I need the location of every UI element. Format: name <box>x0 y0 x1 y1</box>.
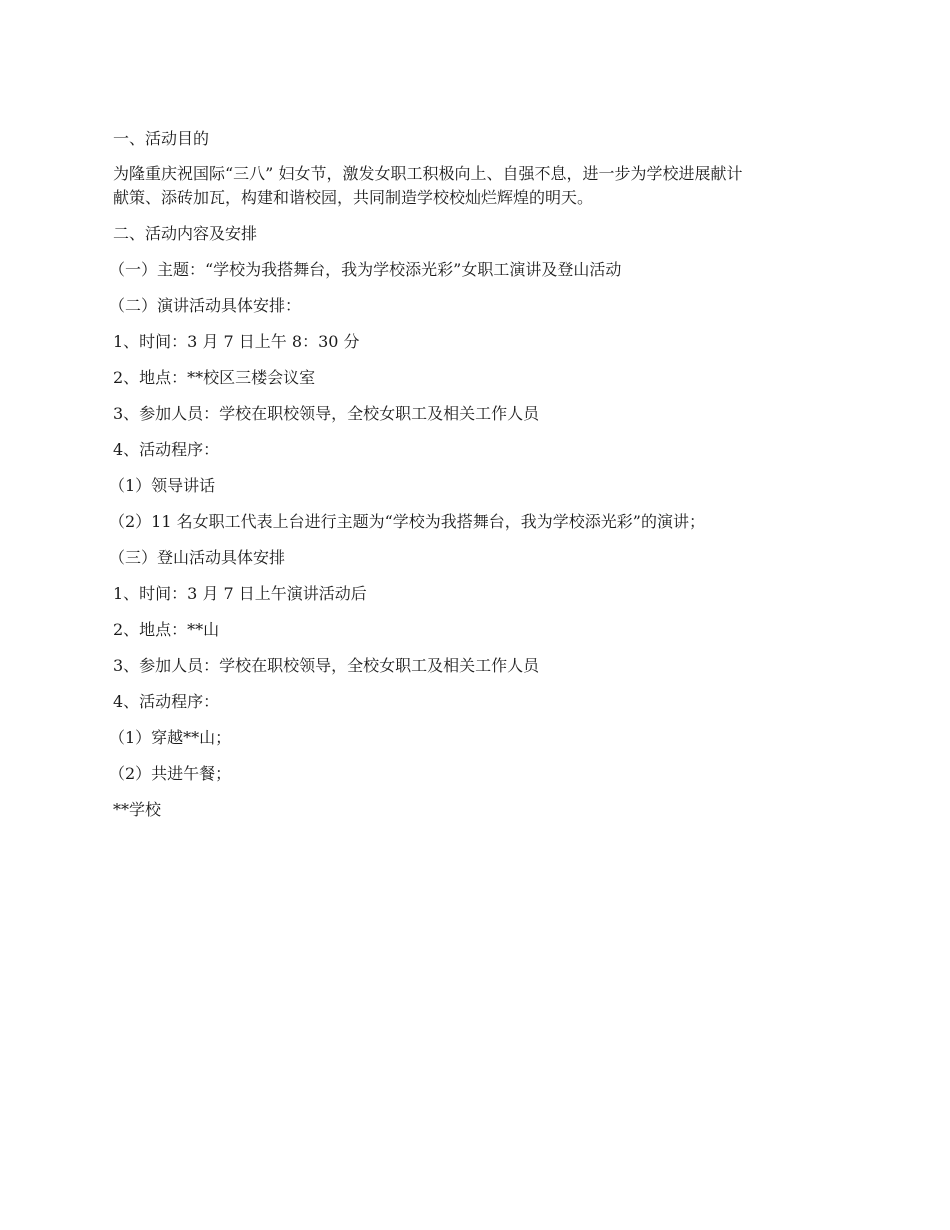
speech-item-procedure: 4、活动程序： <box>113 440 220 459</box>
section-heading-content: 二、活动内容及安排 <box>113 224 258 243</box>
purpose-paragraph-line-2: 献策、添砖加瓦，构建和谐校园，共同制造学校校灿烂辉煌的明天。 <box>113 188 594 207</box>
hike-item-time: 1、时间：3 月 7 日上午演讲活动后 <box>113 584 367 603</box>
speech-procedure-step-1: （1）领导讲话 <box>109 476 216 495</box>
speech-procedure-step-2: （2）11 名女职工代表上台进行主题为“学校为我搭舞台，我为学校添光彩”的演讲； <box>109 512 705 531</box>
subheading-theme: （一）主题：“学校为我搭舞台，我为学校添光彩”女职工演讲及登山活动 <box>109 260 622 279</box>
purpose-paragraph-line-1: 为隆重庆祝国际“三八” 妇女节，激发女职工积极向上、自强不息，进一步为学校进展献计 <box>113 164 743 183</box>
purpose-paragraph <box>113 162 843 210</box>
speech-item-participants: 3、参加人员：学校在职校领导，全校女职工及相关工作人员 <box>113 404 540 423</box>
section-heading-purpose: 一、活动目的 <box>113 129 210 148</box>
hike-item-location: 2、地点：**山 <box>113 620 220 639</box>
hike-procedure-step-2: （2）共进午餐； <box>109 764 232 783</box>
speech-item-location: 2、地点：**校区三楼会议室 <box>113 368 316 387</box>
signature: **学校 <box>113 800 162 819</box>
subheading-speech: （二）演讲活动具体安排： <box>109 296 302 315</box>
hike-item-participants: 3、参加人员：学校在职校领导，全校女职工及相关工作人员 <box>113 656 540 675</box>
document-body <box>109 126 843 833</box>
hike-procedure-step-1: （1）穿越**山； <box>109 728 232 747</box>
subheading-hike: （三）登山活动具体安排 <box>109 548 286 567</box>
speech-item-time: 1、时间：3 月 7 日上午 8：30 分 <box>113 332 360 351</box>
hike-item-procedure: 4、活动程序： <box>113 692 220 711</box>
